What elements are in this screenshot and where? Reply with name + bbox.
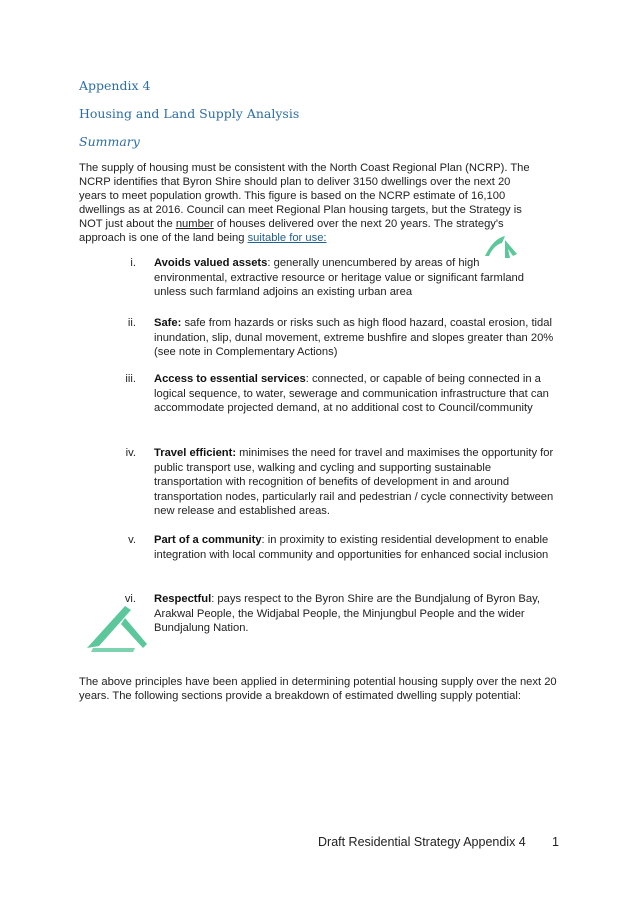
- principle-numeral: i.: [130, 257, 136, 269]
- principle-title: Access to essential services: [154, 373, 306, 385]
- page-number: 1: [552, 835, 559, 849]
- principle-title: Avoids valued assets: [154, 257, 268, 269]
- section-heading: Housing and Land Supply Analysis: [79, 106, 300, 121]
- decorative-triangle-icon: [85, 600, 155, 652]
- principle-text: : pays respect to the Byron Shire are the Bundjalung of Byron Bay, Arakwal People, the Widjabal People, the Minjungbul People and the wider Bundjalung Nation.: [154, 593, 540, 634]
- intro-line: The supply of housing must be consistent with the North Coast Regional Plan (NCRP). The: [79, 162, 530, 174]
- underlined-number: number: [175, 218, 214, 230]
- intro-line: years to meet population growth. This figure is based on the NCRP estimate of 16,100: [79, 190, 506, 202]
- summary-heading: Summary: [79, 134, 140, 149]
- principle-text: safe from hazards or risks such as high flood hazard, coastal erosion, tidal inundation, slip, dunal movement, extreme bushfire and slopes greater than 20% (see note in Complementary Actions): [154, 317, 554, 358]
- principle-text: minimises the need for travel and maximises the opportunity for public transport use, walking and cycling and supporting sustainable transportation with recognition of benefits of development in and around transportation nodes, particularly rail and pedestrian / cycle connectivity between new release and established areas.: [154, 447, 554, 517]
- principle-text: : generally unencumbered by areas of high environmental, extractive resource or heritage value or significant farmland unless such farmland adjoins an existing urban area: [154, 257, 524, 298]
- principle-text-block: [154, 592, 554, 636]
- principle-text-block: [154, 372, 554, 416]
- principle-title: Safe:: [154, 317, 182, 329]
- principle-numeral: vi.: [124, 593, 136, 605]
- principle-text: : connected, or capable of being connected in a logical sequence, to water, sewerage and communication infrastructure that can accommodate projected demand, at no additional cost to Council/community: [154, 373, 549, 414]
- footer-label: Draft Residential Strategy Appendix 4: [318, 835, 526, 849]
- outro-paragraph: The above principles have been applied in determining potential housing supply over the next 20 years. The following sections provide a breakdown of estimated dwelling supply potential:: [79, 676, 557, 702]
- intro-line: [79, 217, 559, 231]
- intro-line: dwellings as at 2016. Council can meet Regional Plan housing targets, but the Strategy is: [79, 204, 522, 216]
- suitable-for-use-link[interactable]: suitable for use:: [247, 232, 327, 244]
- principle-numeral: iii.: [125, 373, 136, 385]
- principle-title: Respectful: [154, 593, 212, 605]
- principle-text-block: [154, 533, 554, 562]
- principle-numeral: iv.: [125, 447, 136, 459]
- principle-text-block: [154, 446, 554, 519]
- intro-line: NCRP identifies that Byron Shire should plan to deliver 3150 dwellings over the next 20: [79, 176, 511, 188]
- intro-text: approach is one of the land being: [79, 232, 248, 244]
- principle-text-block: [154, 316, 554, 360]
- principle-text: : in proximity to existing residential development to enable integration with local community and opportunities for enhanced social inclusion: [154, 534, 549, 561]
- intro-text: of houses delivered over the next 20 years. The strategy's: [213, 218, 504, 230]
- principle-numeral: ii.: [127, 317, 136, 329]
- principle-text-block: [154, 256, 554, 300]
- principle-title: Travel efficient:: [154, 447, 237, 459]
- principle-title: Part of a community: [154, 534, 262, 546]
- intro-text: NOT just about the: [79, 218, 176, 230]
- appendix-heading: Appendix 4: [79, 78, 151, 93]
- principle-numeral: v.: [128, 534, 136, 546]
